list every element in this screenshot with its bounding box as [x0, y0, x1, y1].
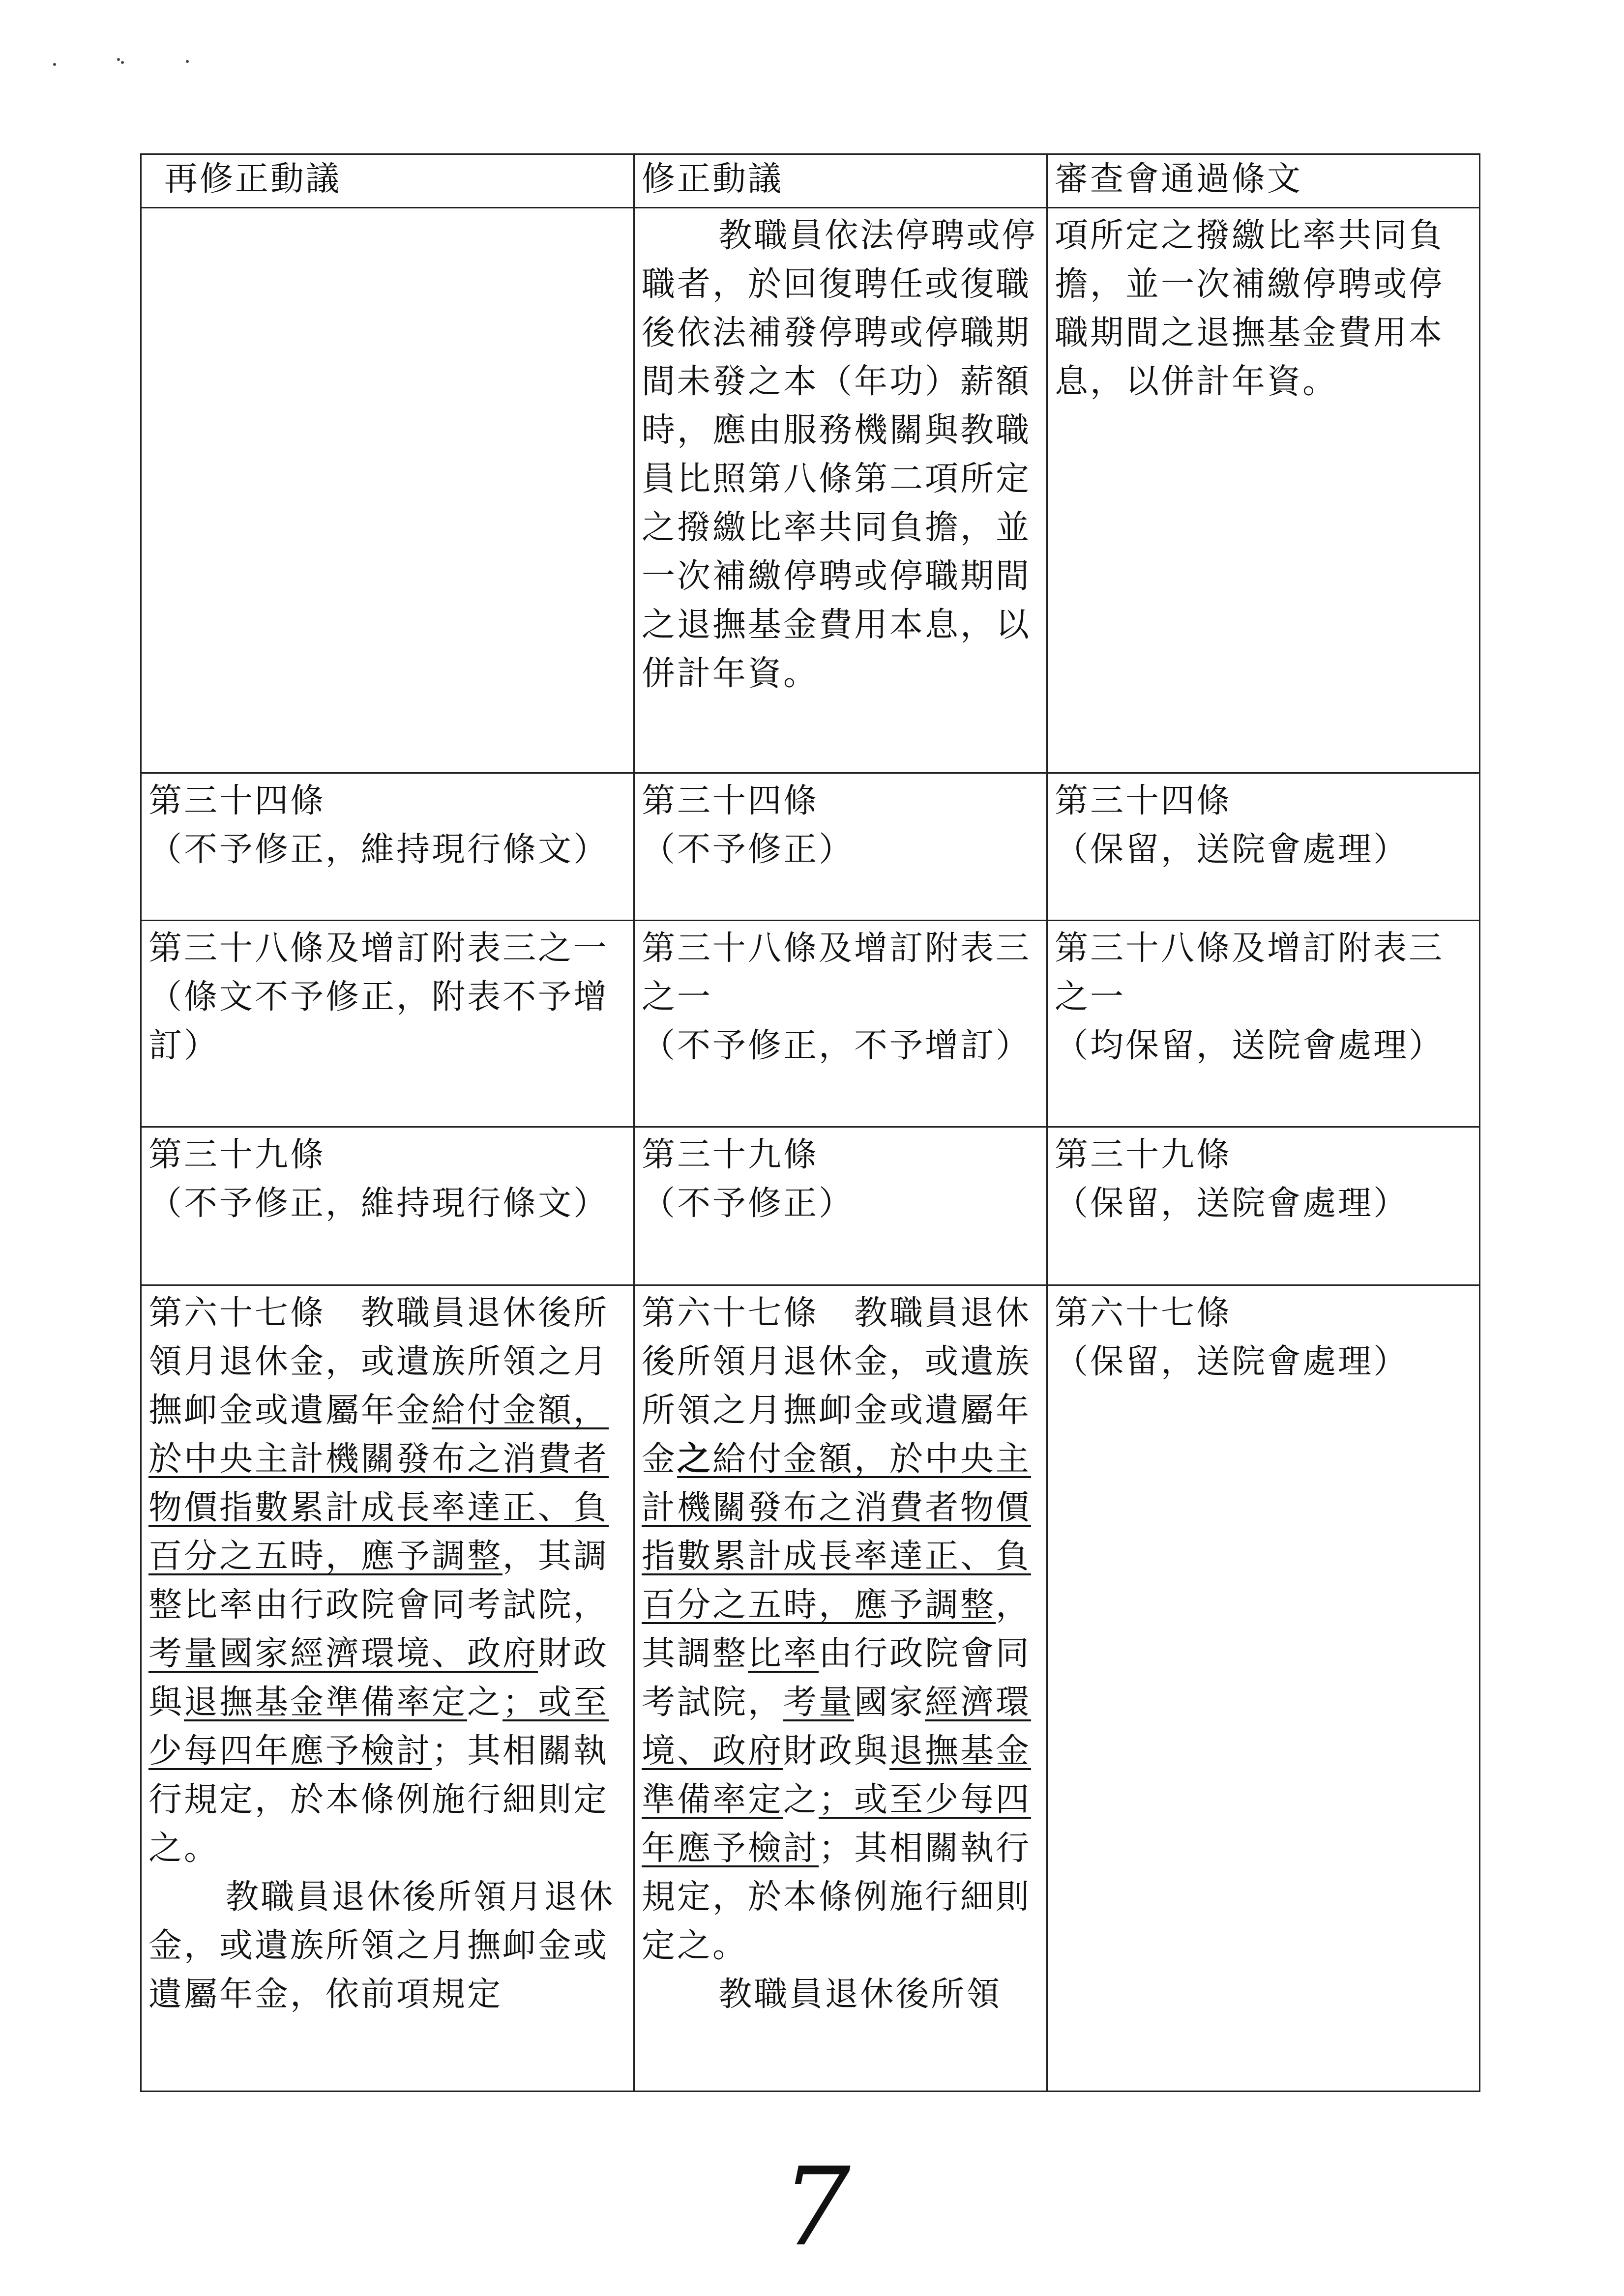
article-title: 第三十八條及增訂附表三之一: [642, 929, 1032, 1017]
article-title: 第三十四條: [148, 782, 326, 820]
article-note: （均保留，送院會處理）: [1055, 1026, 1445, 1065]
row3-col2: [634, 921, 1047, 1127]
article-title: 第三十八條及增訂附表三之一: [1055, 929, 1445, 1017]
article-note: （保留，送院會處理）: [1055, 830, 1409, 869]
row1-col2: [634, 208, 1047, 773]
row1-col1: [141, 208, 634, 773]
comparison-table: [140, 153, 1480, 2092]
article-note: （不予修正）: [642, 1184, 855, 1223]
header-cell-committee-text: 審查會通過條文: [1047, 154, 1480, 208]
article-title: 第六十七條: [1055, 1294, 1232, 1333]
article-67-text-resubmitted: 第六十七條 教職員退休後所領月退休金，或遺族所領之月撫卹金或遺屬年金給付金額，於中央主計機關發布之消費者物價指數累計成長率達正、負百分之五時，應予調整，其調整比率由行政院會同考試院，考量國家經濟環境、政府財政與退撫基金準備率定之；或至少每四年應予檢討；其相關執行規定，於本條例施行細則定之。: [148, 1294, 609, 1868]
row5-col2: [634, 1285, 1047, 2092]
article-title: 第三十九條: [1055, 1135, 1232, 1174]
table-row: [141, 921, 1480, 1127]
row4-col1: [141, 1127, 634, 1285]
article-67-text-amendment: 第六十七條 教職員退休後所領月退休金，或遺族所領之月撫卹金或遺屬年金之給付金額，於中央主計機關發布之消費者物價指數累計成長率達正、負百分之五時，應予調整，其調整比率由行政院會同考試院，考量國家經濟環境、政府財政與退撫基金準備率定之；或至少每四年應予檢討；其相關執行規定，於本條例施行細則定之。: [642, 1294, 1032, 1965]
article-note: （不予修正，維持現行條文）: [148, 830, 609, 869]
table-row: [141, 1127, 1480, 1285]
article-note: （不予修正，不予增訂）: [642, 1026, 1032, 1065]
row3-col3: [1047, 921, 1480, 1127]
table-row: [141, 208, 1480, 773]
row5-col1: [141, 1285, 634, 2092]
article-title: 第三十九條: [642, 1135, 819, 1174]
row1-col3: [1047, 208, 1480, 773]
table-row: [141, 1285, 1480, 2092]
article-note: （保留，送院會處理）: [1055, 1342, 1409, 1381]
page-number: 7: [782, 2144, 851, 2270]
header-cell-amendment: 修正動議: [634, 154, 1047, 208]
row1-col2-text: 教職員依法停聘或停職者，於回復聘任或復職後依法補發停聘或停職期間未發之本（年功）薪額時，應由服務機關與教職員比照第八條第二項所定之撥繳比率共同負擔，並一次補繳停聘或停職期間之退撫基金費用本息，以併計年資。: [642, 216, 1037, 693]
row2-col3: [1047, 773, 1480, 921]
table-row: [141, 773, 1480, 921]
article-67-para2-amendment: 教職員退休後所領: [718, 1975, 1002, 2014]
scan-specks: [49, 54, 207, 69]
table-header-row: [141, 154, 1480, 208]
article-note: （條文不予修正，附表不予增訂）: [148, 978, 609, 1065]
row3-col1: [141, 921, 634, 1127]
article-note: （不予修正）: [642, 830, 855, 869]
header-cell-resubmitted-amendment: 再修正動議: [141, 154, 634, 208]
article-title: 第三十四條: [1055, 782, 1232, 820]
article-note: （保留，送院會處理）: [1055, 1184, 1409, 1223]
article-note: （不予修正，維持現行條文）: [148, 1184, 609, 1223]
article-title: 第三十九條: [148, 1135, 326, 1174]
article-title: 第三十八條及增訂附表三之一: [148, 929, 609, 968]
article-67-para2-resubmitted: 教職員退休後所領月退休金，或遺族所領之月撫卹金或遺屬年金，依前項規定: [148, 1878, 615, 2014]
row2-col2: [634, 773, 1047, 921]
row4-col3: [1047, 1127, 1480, 1285]
row4-col2: [634, 1127, 1047, 1285]
article-title: 第三十四條: [642, 782, 819, 820]
row2-col1: [141, 773, 634, 921]
row5-col3: [1047, 1285, 1480, 2092]
row1-col3-text: 項所定之撥繳比率共同負擔，並一次補繳停聘或停職期間之退撫基金費用本息，以併計年資。: [1055, 216, 1445, 401]
